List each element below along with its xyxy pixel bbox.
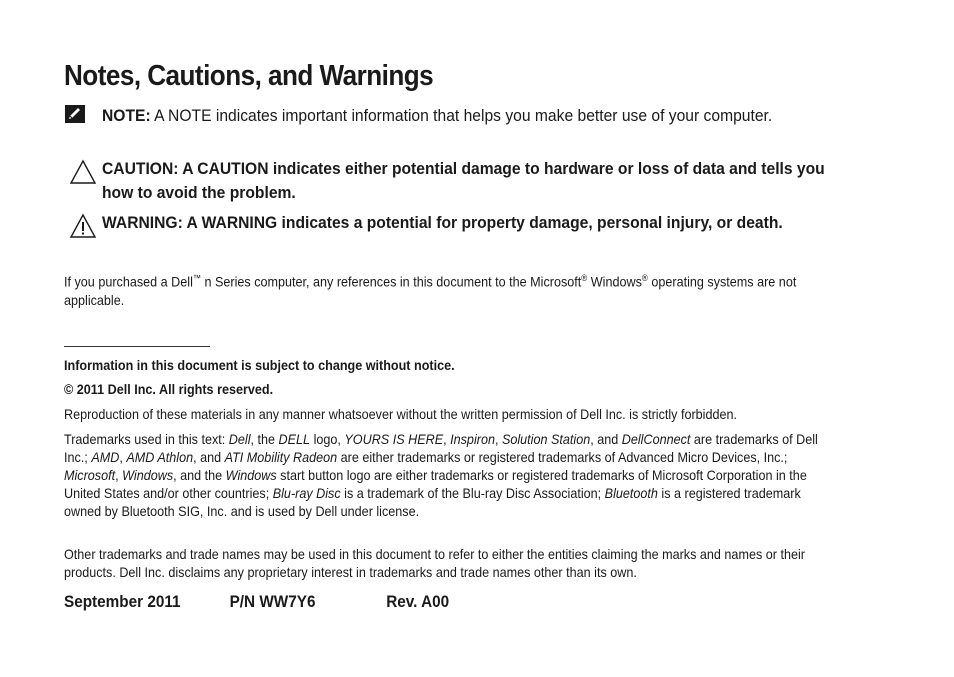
section-divider	[64, 346, 210, 347]
trademark-text: ,	[115, 467, 123, 483]
change-notice: Information in this document is subject to change without notice.	[64, 357, 455, 373]
other-trademarks-paragraph: Other trademarks and trade names may be used in this document to refer to either the entities claiming the marks and names or their products. Dell Inc. disclaims any proprietary interest in trademarks and trade names other than its own.	[64, 546, 805, 580]
dell-n-series-notice: If you purchased a Dell™ n Series computer, any references in this document to the Microsoft® Windows® operating systems are not applicable.	[64, 273, 797, 308]
trademark-text: , and	[590, 431, 622, 447]
trademark-name: Solution Station	[501, 431, 591, 447]
trademark-text: is a trademark of the Blu-ray Disc Association;	[340, 485, 605, 501]
trademark-text: Trademarks used in this text:	[64, 431, 229, 447]
note-pencil-icon	[64, 104, 86, 129]
trademark-name: AMD	[91, 449, 120, 465]
part-number: P/N WW7Y6	[229, 592, 316, 611]
trademark-name: Windows	[225, 467, 277, 483]
trademark-name: Blu-ray Disc	[272, 485, 341, 501]
trademark-name: Windows	[122, 467, 174, 483]
trademark-text: are either trademarks or registered trademarks of Advanced Micro Devices, Inc.;	[337, 449, 788, 465]
trademark-name: Microsoft	[64, 467, 116, 483]
document-footer	[64, 592, 449, 612]
trademark-text: ,	[494, 431, 502, 447]
note-label: NOTE:	[102, 106, 151, 125]
trademark-name: Dell	[228, 431, 251, 447]
warning-text: WARNING: A WARNING indicates a potential for property damage, personal injury, or death.	[102, 213, 783, 232]
trademark-text: ,	[443, 431, 451, 447]
note-text: A NOTE indicates important information that helps you make better use of your computer.	[150, 106, 773, 125]
trademark-text: ,	[119, 449, 127, 465]
caution-triangle-icon	[69, 159, 97, 190]
trademark-name: YOURS IS HERE	[344, 431, 444, 447]
caution-text: CAUTION: A CAUTION indicates either potential damage to hardware or loss of data and tells you how to avoid the problem.	[102, 159, 825, 202]
page-title: Notes, Cautions, and Warnings	[64, 60, 434, 92]
trademark-text: , and	[193, 449, 225, 465]
trademark-text: , and the	[173, 467, 226, 483]
trademark-text: , the	[250, 431, 279, 447]
publication-date: September 2011	[64, 592, 181, 611]
trademark-text: is a registered trademark owned by Bluetooth SIG, Inc. and is used by Dell under license.	[64, 485, 801, 519]
trademark-name: Inspiron	[450, 431, 495, 447]
copyright-notice: © 2011 Dell Inc. All rights reserved.	[64, 381, 274, 397]
trademark-name: ATI Mobility Radeon	[224, 449, 338, 465]
trademark-text: logo,	[310, 431, 345, 447]
trademark-name: DellConnect	[621, 431, 691, 447]
revision: Rev. A00	[386, 592, 450, 611]
reproduction-notice: Reproduction of these materials in any manner whatsoever without the written permission of Dell Inc. is strictly forbidden.	[64, 406, 738, 422]
warning-exclamation-icon	[69, 213, 97, 244]
trademarks-paragraph	[64, 430, 838, 520]
trademark-name: DELL	[278, 431, 311, 447]
trademark-text: start button logo are either trademarks or registered trademarks of Microsoft Corporation in the United States and/or other countries;	[64, 467, 807, 501]
trademark-name: AMD Athlon	[126, 449, 194, 465]
trademark-text: are trademarks of Dell Inc.;	[64, 431, 818, 465]
trademark-name: Bluetooth	[604, 485, 658, 501]
